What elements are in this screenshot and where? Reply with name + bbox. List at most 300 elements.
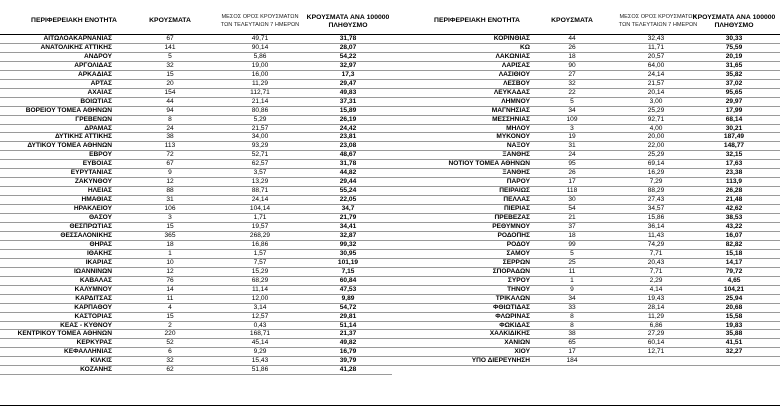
cell-per: 4,65 — [727, 276, 741, 284]
cell-avg: 36,14 — [647, 223, 665, 231]
cell-cases: 24 — [568, 151, 576, 159]
cell-avg: 11,29 — [647, 312, 664, 320]
table-row — [392, 277, 780, 286]
cell-cases: 52 — [166, 339, 174, 347]
table-row — [0, 160, 392, 169]
table-row — [392, 223, 780, 232]
bottom-rule — [0, 405, 780, 406]
cell-avg: 3,57 — [253, 169, 267, 177]
header-per-100k: ΚΡΟΥΣΜΑΤΑ ΑΝΑ 100000 ΠΛΗΘΥΣΜΟ — [692, 14, 776, 29]
cell-avg: 45,14 — [251, 339, 269, 347]
cell-cases: 18 — [568, 231, 576, 239]
cell-avg: 7,71 — [649, 249, 663, 257]
cell-cases: 2 — [168, 321, 172, 329]
cell-name: ΚΕΡΚΥΡΑΣ — [76, 339, 112, 347]
header-avg: ΜΕΣΟΣ ΟΡΟΣ ΚΡΟΥΣΜΑΤΩΝ ΤΩΝ ΤΕΛΕΥΤΑΙΩΝ 7 ΗΜΕΡΩΝ — [220, 14, 300, 28]
table-row — [0, 196, 392, 205]
cell-name: ΗΜΑΘΙΑΣ — [81, 196, 112, 204]
cell-name: ΜΥΚΟΝΟΥ — [496, 133, 530, 141]
table-row — [0, 142, 392, 151]
cell-per: 23,81 — [339, 133, 357, 141]
cell-name: ΛΕΣΒΟΥ — [503, 79, 530, 87]
cell-per: 15,89 — [339, 106, 357, 114]
table-left — [0, 14, 392, 375]
cell-cases: 25 — [568, 258, 576, 266]
table-row — [392, 160, 780, 169]
cell-avg: 88,29 — [647, 187, 665, 195]
cell-name: ΘΗΡΑΣ — [89, 240, 112, 248]
cell-avg: 22,00 — [647, 142, 665, 150]
cell-avg: 64,00 — [647, 61, 665, 69]
cell-name: ΣΠΟΡΑΔΩΝ — [492, 267, 530, 275]
table-body — [0, 35, 392, 375]
cell-name: ΡΟΔΟΠΗΣ — [497, 231, 530, 239]
cell-avg: 52,71 — [251, 151, 269, 159]
cell-cases: 26 — [568, 43, 576, 51]
table-row — [392, 71, 780, 80]
cell-name: ΕΒΡΟΥ — [89, 151, 112, 159]
cell-name: ΚΟΡΙΝΘΙΑΣ — [493, 35, 530, 42]
cell-cases: 8 — [570, 321, 574, 329]
cell-avg: 19,57 — [251, 223, 269, 231]
table-row — [392, 187, 780, 196]
cell-name: ΞΑΝΘΗΣ — [502, 169, 530, 177]
cell-per: 29,97 — [725, 97, 743, 105]
cell-name: ΒΟΡΕΙΟΥ ΤΟΜΕΑ ΑΘΗΝΩΝ — [25, 106, 112, 114]
table-row — [392, 357, 780, 366]
table-row — [392, 133, 780, 142]
cell-cases: 32 — [166, 357, 174, 365]
cell-per: 34,41 — [339, 223, 357, 231]
header-region: ΠΕΡΙΦΕΡΕΙΑΚΗ ΕΝΟΤΗΤΑ — [434, 17, 520, 24]
cell-avg: 34,00 — [251, 133, 269, 141]
cell-avg: 93,29 — [251, 142, 269, 150]
cell-name: ΘΑΣΟΥ — [88, 214, 112, 222]
cell-per: 48,67 — [339, 151, 357, 159]
cell-per: 29,81 — [339, 312, 357, 320]
table-row — [392, 286, 780, 295]
cell-avg: 12,71 — [647, 348, 665, 356]
table-row — [392, 250, 780, 259]
cell-per: 32,27 — [725, 348, 743, 356]
cell-per: 32,87 — [339, 231, 357, 239]
cell-avg: 20,14 — [647, 88, 665, 96]
cell-cases: 15 — [166, 312, 174, 320]
table-row — [392, 304, 780, 313]
cell-per: 60,84 — [339, 276, 357, 284]
table-row — [392, 339, 780, 348]
cell-per: 17,63 — [725, 160, 743, 168]
cell-name: ΞΑΝΘΗΣ — [502, 151, 530, 159]
table-row — [392, 205, 780, 214]
cell-cases: 31 — [166, 196, 174, 204]
table-row — [0, 322, 392, 331]
table-body — [392, 35, 780, 366]
cell-name: ΣΕΡΡΩΝ — [502, 258, 530, 266]
table-row — [392, 142, 780, 151]
table-row — [392, 241, 780, 250]
cell-cases: 38 — [166, 133, 174, 141]
cell-per: 49,82 — [339, 339, 357, 347]
table-row — [0, 98, 392, 107]
cell-name: ΡΕΘΥΜΝΟΥ — [492, 223, 530, 231]
cell-per: 35,82 — [725, 70, 743, 78]
cell-avg: 25,29 — [647, 106, 665, 114]
cell-per: 37,02 — [725, 79, 743, 87]
cell-name: ΚΑΒΑΛΑΣ — [79, 276, 112, 284]
table-row — [392, 80, 780, 89]
table-row — [0, 35, 392, 44]
cell-name: ΜΗΛΟΥ — [506, 124, 530, 132]
cell-cases: 19 — [568, 133, 576, 141]
cell-name: ΚΩ — [519, 43, 530, 51]
cell-cases: 8 — [168, 115, 172, 123]
table-row — [0, 214, 392, 223]
cell-avg: 4,00 — [649, 124, 663, 132]
cell-cases: 90 — [568, 61, 576, 69]
cell-per: 29,47 — [339, 79, 357, 87]
cell-cases: 21 — [568, 214, 576, 222]
cell-name: ΠΡΕΒΕΖΑΣ — [494, 214, 530, 222]
cell-per: 41,51 — [725, 339, 743, 347]
cell-cases: 15 — [166, 223, 174, 231]
cell-cases: 109 — [566, 115, 578, 123]
cell-cases: 3 — [570, 124, 574, 132]
cell-avg: 21,14 — [251, 97, 269, 105]
cell-name: ΚΑΡΔΙΤΣΑΣ — [75, 294, 112, 302]
table-header — [0, 14, 392, 35]
cell-cases: 62 — [166, 366, 174, 374]
cell-avg: 51,86 — [251, 366, 269, 374]
cell-name: ΙΩΑΝΝΙΝΩΝ — [73, 267, 112, 275]
cell-cases: 154 — [164, 88, 176, 96]
cell-per: 15,18 — [725, 249, 743, 257]
table-row — [392, 125, 780, 134]
cell-per: 9,89 — [341, 294, 355, 302]
cell-avg: 16,29 — [647, 169, 665, 177]
cell-cases: 37 — [568, 223, 576, 231]
cell-avg: 3,14 — [253, 303, 267, 311]
cell-name: ΠΑΡΟΥ — [506, 178, 530, 186]
cell-avg: 34,57 — [647, 205, 665, 213]
cell-avg: 32,43 — [647, 35, 665, 42]
cell-name: ΦΩΚΙΔΑΣ — [499, 321, 530, 329]
row-rule — [0, 374, 392, 375]
cell-cases: 12 — [166, 267, 174, 275]
cell-avg: 28,14 — [647, 303, 665, 311]
cell-per: 49,83 — [339, 88, 357, 96]
table-row — [0, 366, 392, 375]
cell-name: ΣΑΜΟΥ — [506, 249, 530, 257]
cell-per: 15,58 — [725, 312, 743, 320]
cell-per: 7,15 — [341, 267, 355, 275]
cell-avg: 21,57 — [251, 124, 269, 132]
cell-cases: 22 — [568, 88, 576, 96]
cell-name: ΕΥΡΥΤΑΝΙΑΣ — [70, 169, 112, 177]
cell-cases: 20 — [166, 79, 174, 87]
cell-name: ΠΕΛΛΑΣ — [503, 196, 530, 204]
cell-avg: 12,00 — [251, 294, 269, 302]
table-row — [0, 304, 392, 313]
table-row — [0, 133, 392, 142]
cell-avg: 88,71 — [251, 187, 269, 195]
cell-avg: 3,00 — [649, 97, 663, 105]
cell-name: ΓΡΕΒΕΝΩΝ — [75, 115, 112, 123]
cell-cases: 1 — [168, 249, 172, 257]
cell-name: ΝΑΞΟΥ — [506, 142, 530, 150]
cell-per: 41,28 — [339, 366, 357, 374]
cell-name: ΑΙΤΩΛΟΑΚΑΡΝΑΝΙΑΣ — [43, 35, 112, 42]
cell-per: 16,07 — [725, 231, 743, 239]
cell-cases: 44 — [166, 97, 174, 105]
cell-avg: 168,71 — [249, 330, 271, 338]
table-row — [0, 205, 392, 214]
cell-per: 32,15 — [725, 151, 743, 159]
cell-avg: 74,29 — [647, 240, 665, 248]
cell-per: 14,17 — [725, 258, 743, 266]
table-row — [0, 339, 392, 348]
cell-name: ΖΑΚΥΝΘΟΥ — [74, 178, 112, 186]
table-row — [392, 35, 780, 44]
cell-name: ΚΑΣΤΟΡΙΑΣ — [74, 312, 112, 320]
table-row — [0, 178, 392, 187]
cell-name: ΚΕΝΤΡΙΚΟΥ ΤΟΜΕΑ ΑΘΗΝΩΝ — [17, 330, 112, 338]
cell-cases: 11 — [166, 294, 174, 302]
table-row — [0, 313, 392, 322]
cell-avg: 20,00 — [647, 133, 665, 141]
cell-avg: 1,57 — [253, 249, 267, 257]
cell-name: ΚΑΡΠΑΘΟΥ — [74, 303, 112, 311]
cell-name: ΚΕΑΣ - ΚΥΘΝΟΥ — [60, 321, 112, 329]
cell-cases: 118 — [566, 187, 578, 195]
cell-avg: 112,71 — [250, 88, 270, 96]
cell-name: ΝΟΤΙΟΥ ΤΟΜΕΑ ΑΘΗΝΩΝ — [448, 160, 530, 168]
cell-name: ΤΡΙΚΑΛΩΝ — [495, 294, 530, 302]
cell-avg: 16,00 — [251, 70, 269, 78]
header-cases: ΚΡΟΥΣΜΑΤΑ — [551, 17, 593, 24]
cell-name: ΦΘΙΩΤΙΔΑΣ — [493, 303, 530, 311]
cell-name: ΚΑΛΥΜΝΟΥ — [74, 285, 112, 293]
cell-per: 21,79 — [339, 214, 357, 222]
cell-per: 47,53 — [339, 285, 357, 293]
cell-per: 38,53 — [725, 214, 743, 222]
cell-cases: 18 — [166, 240, 174, 248]
cell-avg: 5,29 — [253, 115, 267, 123]
cell-per: 68,14 — [725, 115, 743, 123]
table-row — [0, 330, 392, 339]
cell-per: 82,82 — [725, 240, 743, 248]
cell-avg: 92,71 — [647, 115, 665, 123]
cell-cases: 24 — [166, 124, 174, 132]
cell-per: 34,7 — [341, 205, 355, 213]
cell-cases: 44 — [568, 35, 576, 42]
table-row — [0, 125, 392, 134]
cell-name: ΔΥΤΙΚΟΥ ΤΟΜΕΑ ΑΘΗΝΩΝ — [27, 142, 112, 150]
cell-avg: 68,29 — [251, 276, 269, 284]
cell-cases: 38 — [568, 330, 576, 338]
cell-per: 16,79 — [339, 348, 357, 356]
table-row — [0, 348, 392, 357]
table-row — [392, 214, 780, 223]
table-row — [392, 313, 780, 322]
cell-cases: 184 — [566, 357, 578, 365]
cell-name: ΒΟΙΩΤΙΑΣ — [80, 97, 112, 105]
cell-per: 25,94 — [725, 294, 743, 302]
table-row — [392, 53, 780, 62]
cell-name: ΧΑΝΙΩΝ — [504, 339, 530, 347]
cell-avg: 27,29 — [647, 330, 665, 338]
cell-per: 21,48 — [725, 196, 743, 204]
cell-per: 35,88 — [725, 330, 743, 338]
cell-cases: 76 — [166, 276, 174, 284]
cell-name: ΠΕΙΡΑΙΩΣ — [499, 187, 530, 195]
cell-name: ΔΥΤΙΚΗΣ ΑΤΤΙΚΗΣ — [54, 133, 112, 141]
cell-cases: 33 — [568, 303, 576, 311]
cell-cases: 54 — [568, 205, 576, 213]
cell-name: ΧΑΛΚΙΔΙΚΗΣ — [489, 330, 530, 338]
cell-cases: 34 — [568, 294, 576, 302]
cell-per: 29,44 — [339, 178, 357, 186]
cell-per: 79,72 — [725, 267, 743, 275]
cell-per: 19,83 — [725, 321, 743, 329]
cell-avg: 11,71 — [647, 43, 664, 51]
table-row — [0, 286, 392, 295]
cell-avg: 60,14 — [647, 339, 665, 347]
table-header — [392, 14, 780, 35]
cell-cases: 27 — [568, 70, 576, 78]
cell-name: ΛΑΡΙΣΑΣ — [501, 61, 530, 69]
cell-name: ΛΕΥΚΑΔΑΣ — [493, 88, 530, 96]
cell-cases: 5 — [570, 97, 574, 105]
cell-avg: 21,57 — [647, 79, 665, 87]
table-row — [0, 232, 392, 241]
cell-name: ΡΟΔΟΥ — [506, 240, 530, 248]
cell-cases: 26 — [568, 169, 576, 177]
cell-cases: 106 — [164, 205, 176, 213]
cell-avg: 7,57 — [253, 258, 267, 266]
table-row — [0, 357, 392, 366]
table-row — [392, 196, 780, 205]
table-row — [0, 44, 392, 53]
cell-avg: 69,14 — [647, 160, 665, 168]
cell-cases: 1 — [570, 276, 574, 284]
header-region: ΠΕΡΙΦΕΡΕΙΑΚΗ ΕΝΟΤΗΤΑ — [31, 17, 117, 24]
cell-avg: 104,14 — [249, 205, 271, 213]
cell-per: 31,65 — [725, 61, 743, 69]
cell-per: 23,08 — [339, 142, 357, 150]
cell-cases: 17 — [568, 348, 576, 356]
cell-avg: 15,29 — [251, 267, 269, 275]
cell-cases: 365 — [164, 231, 176, 239]
cell-cases: 72 — [166, 151, 174, 159]
cell-avg: 16,86 — [251, 240, 269, 248]
cell-name: ΦΛΩΡΙΝΑΣ — [495, 312, 530, 320]
cell-per: 55,24 — [339, 187, 357, 195]
cell-name: ΑΡΓΟΛΙΔΑΣ — [74, 61, 112, 69]
cell-per: 31,78 — [339, 160, 357, 168]
table-row — [392, 151, 780, 160]
table-row — [0, 268, 392, 277]
cell-name: ΛΗΜΝΟΥ — [501, 97, 530, 105]
cell-avg: 49,71 — [251, 35, 269, 42]
table-row — [392, 330, 780, 339]
table-row — [392, 322, 780, 331]
cell-avg: 62,57 — [251, 160, 269, 168]
cell-name: ΤΗΝΟΥ — [507, 285, 530, 293]
cell-cases: 14 — [166, 285, 174, 293]
cell-name: ΧΙΟΥ — [514, 348, 530, 356]
cell-name: ΑΡΚΑΔΙΑΣ — [78, 70, 112, 78]
cell-cases: 9 — [570, 285, 574, 293]
cell-avg: 15,43 — [251, 357, 269, 365]
table-row — [0, 71, 392, 80]
cell-name: ΗΡΑΚΛΕΙΟΥ — [73, 205, 112, 213]
table-row — [0, 250, 392, 259]
cell-cases: 32 — [166, 61, 174, 69]
cell-avg: 15,86 — [647, 214, 665, 222]
cell-cases: 5 — [570, 249, 574, 257]
table-row — [392, 295, 780, 304]
cell-avg: 7,71 — [649, 267, 663, 275]
cell-name: ΛΑΣΙΘΙΟΥ — [498, 70, 530, 78]
cell-per: 30,33 — [725, 35, 743, 42]
table-row — [392, 116, 780, 125]
cell-per: 24,42 — [339, 124, 357, 132]
cell-cases: 15 — [166, 70, 174, 78]
header-avg: ΜΕΣΟΣ ΟΡΟΣ ΚΡΟΥΣΜΑΤΩΝ ΤΩΝ ΤΕΛΕΥΤΑΙΩΝ 7 ΗΜΕΡΩΝ — [618, 14, 698, 28]
table-row — [0, 107, 392, 116]
cell-per: 101,19 — [337, 258, 359, 266]
cell-avg: 20,43 — [647, 258, 665, 266]
cell-per: 99,32 — [339, 240, 357, 248]
table-row — [0, 53, 392, 62]
cell-name: ΕΥΒΟΙΑΣ — [82, 160, 112, 168]
table-row — [0, 80, 392, 89]
cell-per: 32,97 — [339, 61, 357, 69]
cell-name: ΙΚΑΡΙΑΣ — [85, 258, 112, 266]
cell-name: ΚΕΦΑΛΛΗΝΙΑΣ — [63, 348, 112, 356]
cell-cases: 95 — [568, 160, 576, 168]
cell-per: 104,21 — [723, 285, 745, 293]
cell-avg: 13,29 — [251, 178, 269, 186]
table-row — [392, 89, 780, 98]
cell-name: ΑΡΤΑΣ — [90, 79, 112, 87]
cell-per: 28,07 — [339, 43, 357, 51]
cell-cases: 220 — [164, 330, 176, 338]
cell-avg: 2,29 — [649, 276, 663, 284]
cell-avg: 12,57 — [251, 312, 269, 320]
cell-cases: 67 — [166, 160, 174, 168]
cell-avg: 20,57 — [647, 52, 665, 60]
cell-avg: 25,29 — [647, 151, 665, 159]
cell-per: 51,14 — [339, 321, 357, 329]
table-row — [0, 169, 392, 178]
header-per-100k: ΚΡΟΥΣΜΑΤΑ ΑΝΑ 100000 ΠΛΗΘΥΣΜΟ — [306, 14, 390, 29]
cell-cases: 12 — [166, 178, 174, 186]
cell-per: 43,22 — [725, 223, 743, 231]
table-row — [392, 268, 780, 277]
cell-name: ΚΟΖΑΝΗΣ — [80, 366, 112, 374]
table-row — [392, 348, 780, 357]
cell-cases: 88 — [166, 187, 174, 195]
table-row — [392, 232, 780, 241]
cell-avg: 24,14 — [647, 70, 665, 78]
table-row — [392, 107, 780, 116]
table-row — [392, 169, 780, 178]
cell-avg: 11,29 — [251, 79, 268, 87]
cell-per: 39,79 — [339, 357, 357, 365]
cell-per: 95,65 — [725, 88, 743, 96]
